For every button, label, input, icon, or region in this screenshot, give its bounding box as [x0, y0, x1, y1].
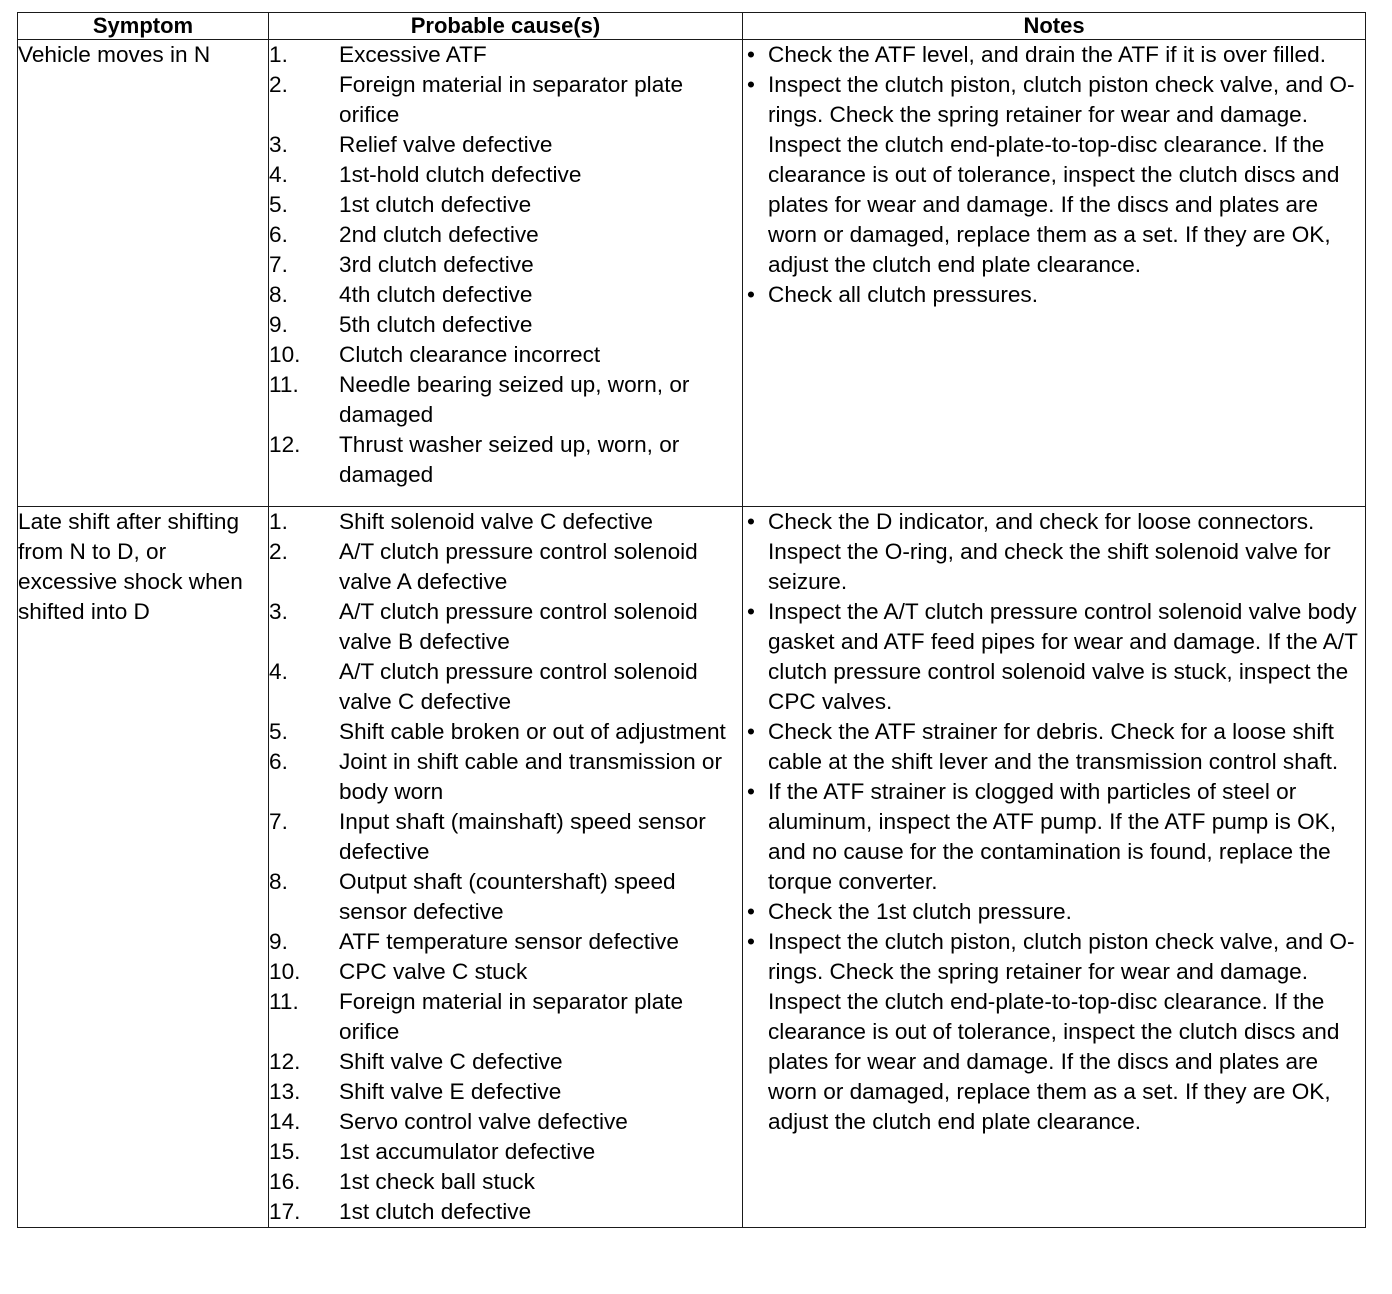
cause-item [269, 70, 742, 130]
note-item [743, 777, 1365, 897]
note-item [743, 597, 1365, 717]
cause-text: Excessive ATF [339, 42, 487, 67]
bullet-icon: • [747, 282, 755, 307]
note-text: Inspect the clutch piston, clutch piston check valve, and O-rings. Check the spring retainer for wear and damage. Inspect the clutch end-plate-to-top-disc clearance. If the clearance is out of tolerance, inspect the clutch discs and plates for wear and damage. If the discs and plates are worn or damaged, replace them as a set. If they are OK, adjust the clutch end plate clearance. [768, 72, 1355, 277]
cause-item [269, 340, 742, 370]
notes-header: Notes [743, 13, 1366, 40]
cause-item [269, 430, 742, 490]
note-text: Check the ATF level, and drain the ATF if it is over filled. [768, 42, 1326, 67]
cause-number: 9. [269, 312, 288, 337]
bullet-icon: • [747, 719, 755, 744]
note-text: Inspect the clutch piston, clutch piston check valve, and O-rings. Check the spring retainer for wear and damage. Inspect the clutch end-plate-to-top-disc clearance. If the clearance is out of tolerance, inspect the clutch discs and plates for wear and damage. If the discs and plates are worn or damaged, replace them as a set. If they are OK, adjust the clutch end plate clearance. [768, 929, 1355, 1134]
cause-number: 1. [269, 42, 288, 67]
cause-number: 3. [269, 599, 288, 624]
cause-text: 4th clutch defective [339, 282, 533, 307]
symptom-header: Symptom [18, 13, 269, 40]
cause-item [269, 1107, 742, 1137]
cause-text: Shift cable broken or out of adjustment [339, 719, 726, 744]
cause-text: 2nd clutch defective [339, 222, 539, 247]
cause-text: Shift valve E defective [339, 1079, 562, 1104]
cause-text: Input shaft (mainshaft) speed sensor defective [339, 809, 706, 864]
cause-text: CPC valve C stuck [339, 959, 528, 984]
cause-item [269, 717, 742, 747]
bullet-icon: • [747, 509, 755, 534]
cause-text: Relief valve defective [339, 132, 553, 157]
cause-number: 11. [269, 989, 299, 1014]
cause-number: 2. [269, 539, 288, 564]
cause-item [269, 40, 742, 70]
cause-item [269, 220, 742, 250]
cause-item [269, 927, 742, 957]
cause-text: Clutch clearance incorrect [339, 342, 601, 367]
cause-item [269, 160, 742, 190]
note-text: Check the D indicator, and check for loose connectors. Inspect the O-ring, and check the shift solenoid valve for seizure. [768, 509, 1331, 594]
cause-item [269, 597, 742, 657]
cause-text: A/T clutch pressure control solenoid valve B defective [339, 599, 698, 654]
cause-text: A/T clutch pressure control solenoid valve A defective [339, 539, 698, 594]
cause-text: Joint in shift cable and transmission or body worn [339, 749, 723, 804]
cause-number: 5. [269, 719, 288, 744]
notes-cell [743, 507, 1366, 1228]
note-item [743, 927, 1365, 1137]
bullet-icon: • [747, 599, 755, 624]
cause-text: Shift solenoid valve C defective [339, 509, 653, 534]
cause-number: 6. [269, 749, 288, 774]
cause-text: 1st clutch defective [339, 192, 532, 217]
cause-number: 4. [269, 162, 288, 187]
cause-number: 7. [269, 252, 288, 277]
cause-item [269, 190, 742, 220]
bullet-icon: • [747, 929, 755, 954]
cause-number: 8. [269, 869, 288, 894]
cause-number: 13. [269, 1079, 301, 1104]
troubleshooting-table [17, 12, 1366, 1228]
probable-causes-header: Probable cause(s) [269, 13, 743, 40]
cause-number: 15. [269, 1139, 301, 1164]
cause-text: A/T clutch pressure control solenoid valve C defective [339, 659, 698, 714]
cause-item [269, 957, 742, 987]
cause-number: 9. [269, 929, 288, 954]
table-row [18, 40, 1366, 507]
cause-number: 10. [269, 959, 301, 984]
cause-text: ATF temperature sensor defective [339, 929, 679, 954]
note-item [743, 40, 1365, 70]
symptom-text: Late shift after shifting from N to D, or excessive shock when shifted into D [18, 509, 243, 624]
causes-cell [269, 40, 743, 507]
note-item [743, 280, 1365, 310]
note-text: Check the 1st clutch pressure. [768, 899, 1072, 924]
cause-number: 10. [269, 342, 301, 367]
cause-item [269, 1137, 742, 1167]
note-text: If the ATF strainer is clogged with particles of steel or aluminum, inspect the ATF pump. If the ATF pump is OK, and no cause for the contamination is found, replace the torque converter. [768, 779, 1336, 894]
cause-number: 1. [269, 509, 288, 534]
cause-item [269, 807, 742, 867]
cause-text: Servo control valve defective [339, 1109, 628, 1134]
causes-cell [269, 507, 743, 1228]
cause-number: 12. [269, 1049, 301, 1074]
cause-item [269, 280, 742, 310]
cause-item [269, 657, 742, 717]
cause-item [269, 310, 742, 340]
note-item [743, 70, 1365, 280]
cause-text: 1st accumulator defective [339, 1139, 596, 1164]
notes-cell [743, 40, 1366, 507]
cause-number: 8. [269, 282, 288, 307]
cause-number: 17. [269, 1199, 301, 1224]
cause-item [269, 130, 742, 160]
cause-text: 1st clutch defective [339, 1199, 532, 1224]
cause-item [269, 1047, 742, 1077]
note-item [743, 717, 1365, 777]
cause-number: 11. [269, 372, 299, 397]
note-text: Inspect the A/T clutch pressure control solenoid valve body gasket and ATF feed pipes for wear and damage. If the A/T clutch pressure control solenoid valve is stuck, inspect the CPC valves. [768, 599, 1358, 714]
cause-number: 16. [269, 1169, 301, 1194]
cause-item [269, 370, 742, 430]
table-row [18, 507, 1366, 1228]
cause-number: 6. [269, 222, 288, 247]
symptom-cell [18, 507, 269, 1228]
cause-number: 7. [269, 809, 288, 834]
cause-text: Shift valve C defective [339, 1049, 563, 1074]
note-text: Check the ATF strainer for debris. Check for a loose shift cable at the shift lever and the transmission control shaft. [768, 719, 1339, 774]
cause-text: Needle bearing seized up, worn, or damaged [339, 372, 690, 427]
symptom-cell [18, 40, 269, 507]
cause-item [269, 987, 742, 1047]
symptom-text: Vehicle moves in N [18, 42, 211, 67]
cause-text: Output shaft (countershaft) speed sensor defective [339, 869, 676, 924]
cause-text: 5th clutch defective [339, 312, 533, 337]
cause-number: 5. [269, 192, 288, 217]
cause-number: 12. [269, 432, 301, 457]
cause-number: 2. [269, 72, 288, 97]
cause-item [269, 250, 742, 280]
bullet-icon: • [747, 779, 755, 804]
note-item [743, 897, 1365, 927]
note-text: Check all clutch pressures. [768, 282, 1038, 307]
cause-item [269, 507, 742, 537]
header-row [18, 13, 1366, 40]
cause-number: 4. [269, 659, 288, 684]
cause-item [269, 1167, 742, 1197]
cause-number: 14. [269, 1109, 301, 1134]
cause-text: Foreign material in separator plate orifice [339, 989, 684, 1044]
cause-text: 1st-hold clutch defective [339, 162, 582, 187]
note-item [743, 507, 1365, 597]
cause-item [269, 1197, 742, 1227]
cause-item [269, 537, 742, 597]
bullet-icon: • [747, 899, 755, 924]
cause-text: Foreign material in separator plate orifice [339, 72, 684, 127]
cause-text: Thrust washer seized up, worn, or damaged [339, 432, 680, 487]
bullet-icon: • [747, 42, 755, 67]
cause-item [269, 1077, 742, 1107]
cause-text: 3rd clutch defective [339, 252, 534, 277]
cause-number: 3. [269, 132, 288, 157]
bullet-icon: • [747, 72, 755, 97]
cause-item [269, 747, 742, 807]
cause-item [269, 867, 742, 927]
cause-text: 1st check ball stuck [339, 1169, 535, 1194]
